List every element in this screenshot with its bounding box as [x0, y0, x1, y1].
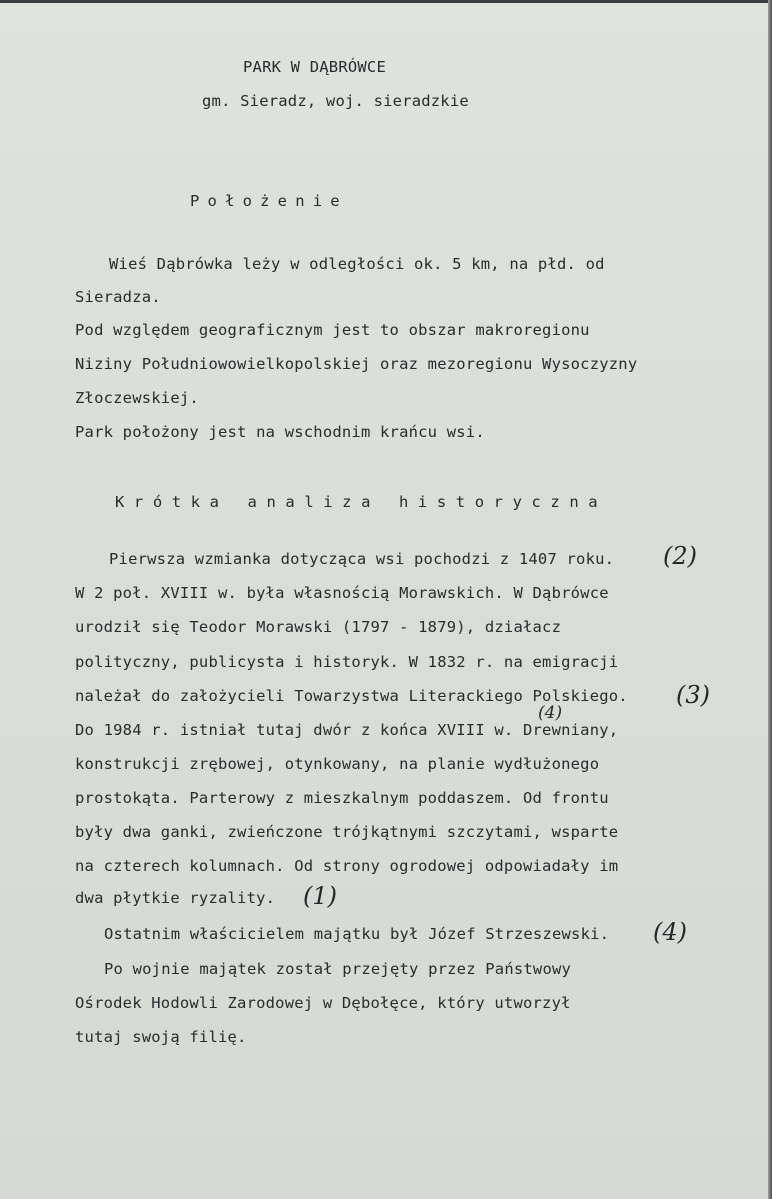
section-heading-location: Położenie — [190, 192, 348, 210]
paragraph-line: Niziny Południowowielkopolskiej oraz mezoregionu Wysoczyzny — [75, 355, 638, 373]
paragraph-line: Po wojnie majątek został przejęty przez Państwowy — [104, 960, 572, 978]
handwritten-footnote-mark: (4) — [538, 703, 563, 723]
paragraph-line: dwa płytkie ryzality. — [75, 889, 276, 907]
handwritten-footnote-mark: (1) — [303, 882, 337, 910]
paragraph-line: Pierwsza wzmianka dotycząca wsi pochodzi z 1407 roku. — [109, 550, 615, 568]
document-title: PARK W DĄBRÓWCE — [243, 58, 386, 76]
section-heading-history: Krótka analiza historyczna — [115, 493, 608, 511]
paragraph-line: należał do założycieli Towarzystwa Literackiego Polskiego. — [75, 687, 628, 705]
handwritten-footnote-mark: (2) — [663, 542, 697, 570]
handwritten-footnote-mark: (4) — [653, 918, 687, 946]
paragraph-line: Wieś Dąbrówka leży w odległości ok. 5 km, na płd. od — [109, 255, 605, 273]
paragraph-line: Do 1984 r. istniał tutaj dwór z końca XVIII w. Drewniany, — [75, 721, 619, 739]
paragraph-line: tutaj swoją filię. — [75, 1028, 247, 1046]
paragraph-line: Złoczewskiej. — [75, 389, 199, 407]
paragraph-line: Ośrodek Hodowli Zarodowej w Dębołęce, który utworzył — [75, 994, 571, 1012]
paragraph-line: Pod względem geograficznym jest to obszar makroregionu — [75, 321, 590, 339]
handwritten-footnote-mark: (3) — [676, 681, 710, 709]
paragraph-line: konstrukcji zrębowej, otynkowany, na planie wydłużonego — [75, 755, 600, 773]
paragraph-line: były dwa ganki, zwieńczone trójkątnymi szczytami, wsparte — [75, 823, 619, 841]
paragraph-line: Park położony jest na wschodnim krańcu wsi. — [75, 423, 485, 441]
page-top-edge — [0, 0, 772, 3]
paragraph-line: Ostatnim właścicielem majątku był Józef Strzeszewski. — [104, 925, 610, 943]
paragraph-line: urodził się Teodor Morawski (1797 - 1879), działacz — [75, 618, 562, 636]
document-subtitle: gm. Sieradz, woj. sieradzkie — [202, 92, 469, 110]
page-right-edge — [768, 0, 772, 1199]
paragraph-line: polityczny, publicysta i historyk. W 1832 r. na emigracji — [75, 653, 619, 671]
paragraph-line: Sieradza. — [75, 288, 161, 306]
paragraph-line: na czterech kolumnach. Od strony ogrodowej odpowiadały im — [75, 857, 619, 875]
paragraph-line: prostokąta. Parterowy z mieszkalnym poddaszem. Od frontu — [75, 789, 609, 807]
paragraph-line: W 2 poł. XVIII w. była własnością Morawskich. W Dąbrówce — [75, 584, 609, 602]
